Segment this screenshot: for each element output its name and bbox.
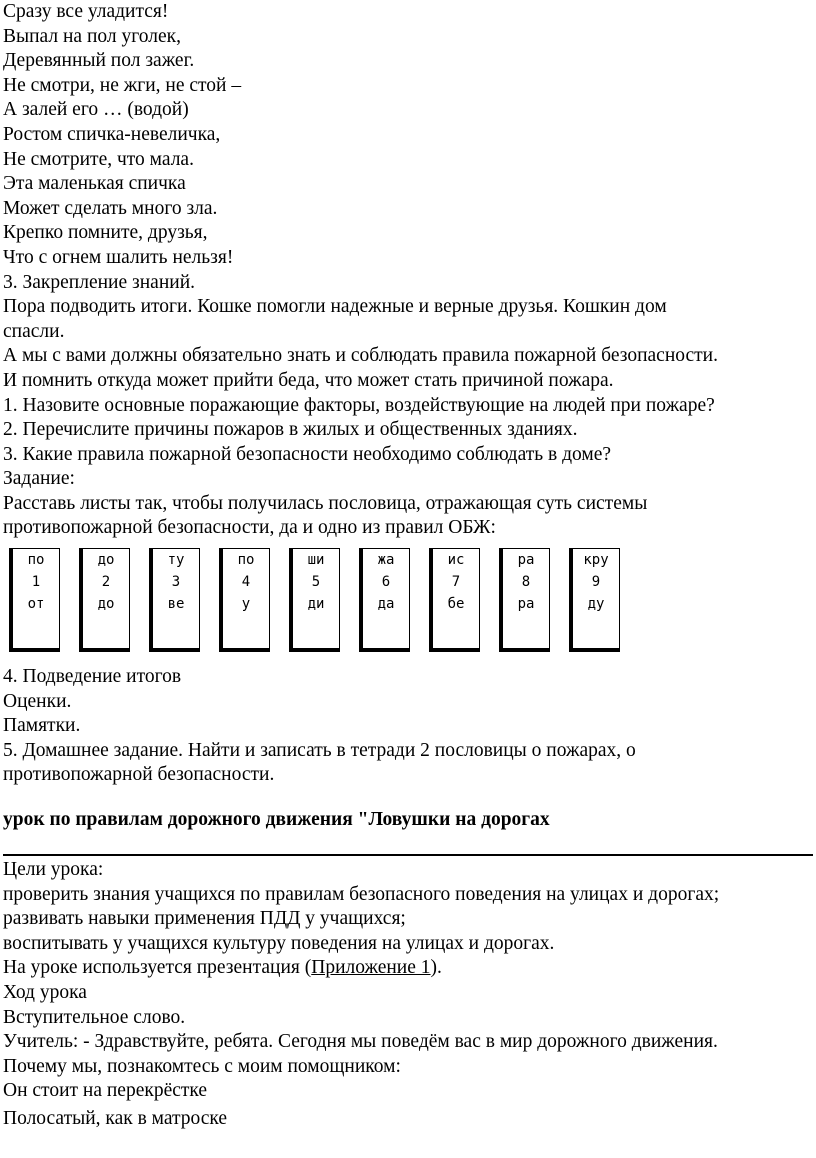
card-bottom-syllable: бе: [447, 596, 465, 613]
card-top-syllable: кру: [583, 552, 609, 569]
paragraph-line: Оценки.: [3, 690, 72, 712]
proverb-card: [359, 548, 410, 652]
appendix-link[interactable]: Приложение 1: [311, 957, 431, 979]
card-bottom-syllable: от: [27, 596, 45, 613]
poem-line: Может сделать много зла.: [3, 197, 218, 219]
task-label: Задание:: [3, 468, 75, 490]
poem-line: Что с огнем шалить нельзя!: [3, 246, 234, 268]
presentation-line: [3, 956, 813, 981]
card-bottom-syllable: ве: [167, 596, 185, 613]
lesson-title: урок по правилам дорожного движения "Ловушки на дорогах: [3, 809, 550, 831]
proverb-card: [429, 548, 480, 652]
card-number: 4: [241, 574, 251, 591]
paragraph-line: Цели урока:: [3, 859, 104, 881]
proverb-card: [9, 548, 60, 652]
poem-line: Не смотрите, что мала.: [3, 148, 194, 170]
card-bottom-syllable: ди: [307, 596, 325, 613]
poem-line: Сразу все уладится!: [3, 1, 169, 22]
proverb-card: [569, 548, 620, 652]
card-number: 7: [451, 574, 461, 591]
paragraph-line: противопожарной безопасности, да и одно из правил ОБЖ:: [3, 517, 496, 539]
goal-line: проверить знания учащихся по правилам безопасного поведения на улицах и дорогах;: [3, 883, 720, 905]
card-bottom-syllable: ра: [517, 596, 535, 613]
poem-line: Выпал на пол уголек,: [3, 25, 181, 47]
paragraph-line: спасли.: [3, 320, 65, 342]
card-number: 3: [171, 574, 181, 591]
paragraph-line: Пора подводить итоги. Кошке помогли надежные и верные друзья. Кошкин дом: [3, 296, 667, 318]
paragraph-line: Памятки.: [3, 715, 81, 737]
paragraph-line: Расставь листы так, чтобы получилась пословица, отражающая суть системы: [3, 492, 648, 514]
proverb-cards: [3, 548, 813, 663]
card-top-syllable: ра: [517, 552, 535, 569]
poem-line: Крепко помните, друзья,: [3, 222, 208, 244]
proverb-card: [219, 548, 270, 652]
section-heading: 3. Закрепление знаний.: [3, 271, 196, 293]
section-consolidation: [3, 271, 813, 542]
proverb-card: [79, 548, 130, 652]
poem-line: Деревянный пол зажег.: [3, 50, 195, 72]
card-top-syllable: ши: [307, 552, 325, 569]
card-number: 6: [381, 574, 391, 591]
poem-line: А залей его … (водой): [3, 99, 189, 121]
card-top-syllable: ис: [447, 552, 465, 569]
section-summary: [3, 665, 813, 788]
question-line: 1. Назовите основные поражающие факторы, воздействующие на людей при пожаре?: [3, 394, 715, 416]
card-bottom-syllable: да: [377, 596, 395, 613]
divider-line: [3, 854, 813, 856]
document-page: [3, 0, 813, 1132]
presentation-suffix: ).: [430, 957, 442, 979]
presentation-prefix: На уроке используется презентация (: [3, 957, 312, 979]
goal-line: развивать навыки применения ПДД у учащихся;: [3, 908, 406, 930]
card-bottom-syllable: у: [241, 596, 251, 613]
card-top-syllable: жа: [377, 552, 395, 569]
card-number: 8: [521, 574, 531, 591]
poem-block: [3, 0, 813, 271]
paragraph-line: И помнить откуда может прийти беда, что может стать причиной пожара.: [3, 369, 614, 391]
proverb-card: [499, 548, 550, 652]
lesson-body: [3, 858, 813, 1132]
proverb-card: [149, 548, 200, 652]
poem-line: Полосатый, как в матроске: [3, 1107, 228, 1129]
poem-line: Ростом спичка-невеличка,: [3, 123, 221, 145]
homework-line: противопожарной безопасности.: [3, 764, 275, 786]
card-bottom-syllable: до: [97, 596, 115, 613]
card-number: 1: [31, 574, 41, 591]
paragraph-line: Вступительное слово.: [3, 1006, 186, 1028]
goal-line: воспитывать у учащихся культуру поведения на улицах и дорогах.: [3, 932, 555, 954]
card-bottom-syllable: ду: [587, 596, 605, 613]
card-top-syllable: ту: [167, 552, 185, 569]
poem-line: Эта маленькая спичка: [3, 173, 186, 195]
card-top-syllable: до: [97, 552, 115, 569]
question-line: 3. Какие правила пожарной безопасности необходимо соблюдать в доме?: [3, 443, 612, 465]
poem-line: Он стоит на перекрёстке: [3, 1080, 208, 1102]
paragraph-line: Почему мы, познакомтесь с моим помощником:: [3, 1055, 401, 1077]
card-number: 5: [311, 574, 321, 591]
homework-line: 5. Домашнее задание. Найти и записать в тетради 2 пословицы о пожарах, о: [3, 739, 636, 761]
question-line: 2. Перечислите причины пожаров в жилых и общественных зданиях.: [3, 419, 578, 441]
section-heading: 4. Подведение итогов: [3, 666, 182, 688]
poem-line: Не смотри, не жги, не стой –: [3, 74, 242, 96]
paragraph-line: А мы с вами должны обязательно знать и соблюдать правила пожарной безопасности.: [3, 345, 718, 367]
paragraph-line: Учитель: - Здравствуйте, ребята. Сегодня мы поведём вас в мир дорожного движения.: [3, 1031, 718, 1053]
card-number: 2: [101, 574, 111, 591]
card-top-syllable: по: [237, 552, 255, 569]
card-top-syllable: по: [27, 552, 45, 569]
paragraph-line: Ход урока: [3, 982, 87, 1003]
proverb-card: [289, 548, 340, 652]
card-number: 9: [591, 574, 601, 591]
